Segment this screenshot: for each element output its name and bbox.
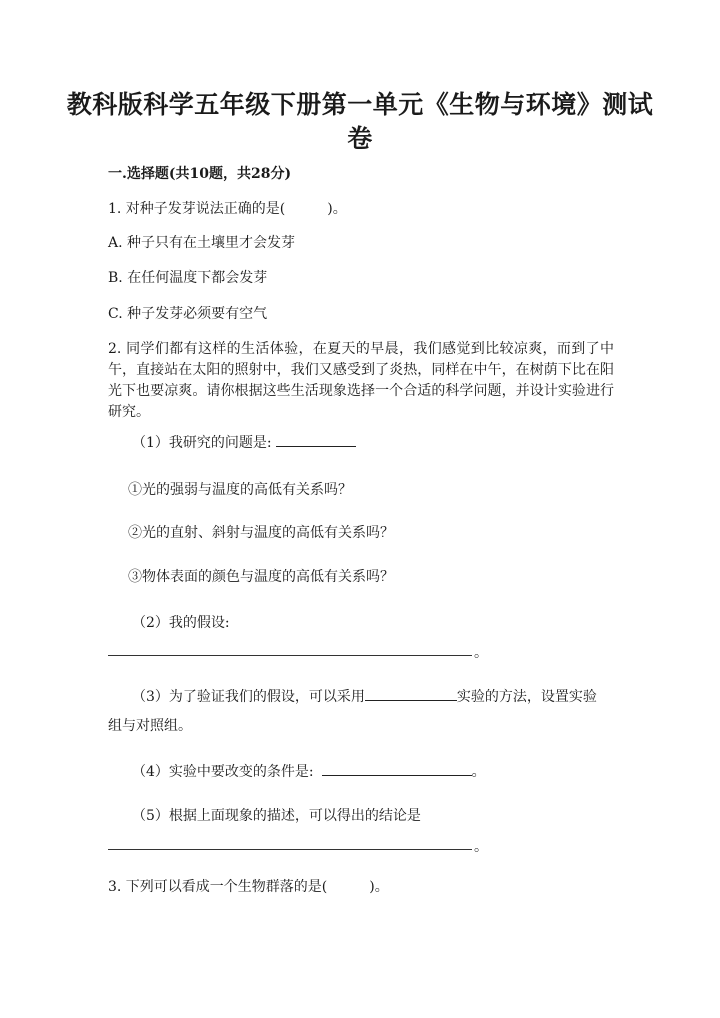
hypothesis-answer-line[interactable] xyxy=(108,655,472,656)
question-1-text: 1. 对种子发芽说法正确的是( xyxy=(108,201,286,217)
period: 。 xyxy=(474,839,488,855)
choice-1: ①光的强弱与温度的高低有关系吗？ xyxy=(128,482,352,498)
sub-question-3 xyxy=(132,686,597,707)
method-blank[interactable] xyxy=(365,686,457,701)
sub-question-3-text-b: 实验的方法，设置实验 xyxy=(456,689,597,705)
choice-3: ③物体表面的颜色与温度的高低有关系吗？ xyxy=(128,569,394,585)
sub-question-4-text: （4）实验中要改变的条件是: xyxy=(132,764,314,780)
period: 。 xyxy=(474,645,488,661)
option-c: C. 种子发芽必须要有空气 xyxy=(108,306,268,322)
question-2-stem: 2. 同学们都有这样的生活体验，在夏天的早晨，我们感觉到比较凉爽，而到了中午，直接站在太阳的照射中，我们又感受到了炎热，同样在中午，在树荫下比在阳光下也要凉爽。请你根据这些生活现象选择一个合适的科学问题，并设计实验进行研究。 xyxy=(108,341,614,420)
sub-question-3-cont: 组与对照组。 xyxy=(108,718,192,734)
sub-question-3-text-a: （3）为了验证我们的假设，可以采用 xyxy=(132,689,365,705)
question-3-stem xyxy=(108,877,389,897)
period: 。 xyxy=(471,764,486,780)
question-1-stem xyxy=(108,199,347,219)
conclusion-answer-line[interactable] xyxy=(108,849,472,850)
option-b: B. 在任何温度下都会发芽 xyxy=(108,270,268,286)
condition-blank[interactable] xyxy=(322,761,472,776)
sub-question-1-text: （1）我研究的问题是: xyxy=(132,435,272,451)
question-1-end: )。 xyxy=(327,201,347,217)
sub-question-1 xyxy=(132,432,356,453)
question-blank[interactable] xyxy=(276,432,356,447)
page-title: 教科版科学五年级下册第一单元《生物与环境》测试卷 xyxy=(66,90,654,153)
option-a: A. 种子只有在土壤里才会发芽 xyxy=(108,235,296,251)
choice-2: ②光的直射、斜射与温度的高低有关系吗？ xyxy=(128,525,394,541)
section-heading: 一.选择题(共10题，共28分) xyxy=(108,166,292,182)
sub-question-5: （5）根据上面现象的描述，可以得出的结论是 xyxy=(132,808,421,824)
sub-question-4 xyxy=(132,761,486,782)
sub-question-2: （2）我的假设: xyxy=(132,615,230,631)
question-3-end: )。 xyxy=(369,879,389,895)
question-3-text: 3. 下列可以看成一个生物群落的是( xyxy=(108,879,328,895)
